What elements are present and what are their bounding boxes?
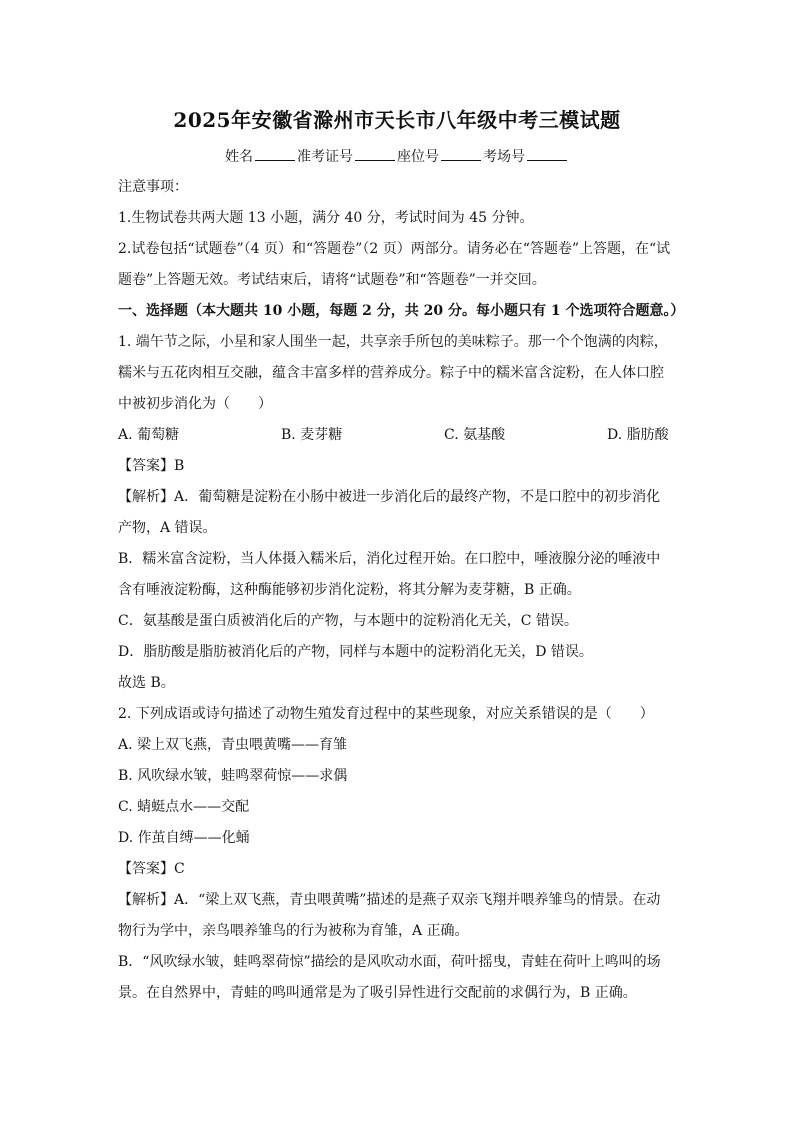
seat-no-blank [441, 148, 481, 161]
question-stem: 1. 端午节之际，小星和家人围坐一起，共享亲手所包的美味粽子。那一个个饱满的肉粽， [118, 334, 668, 350]
notice-item: 题卷”上答题无效。考试结束后，请将“试题卷”和“答题卷”一并交回。 [118, 272, 546, 288]
option-d: D. 脂肪酸 [607, 427, 669, 443]
question-stem: 中被初步消化为（ ） [118, 396, 272, 412]
candidate-info [0, 146, 794, 166]
option-c: C. 氨基酸 [444, 427, 506, 443]
analysis-line: 含有唾液淀粉酶，这种酶能够初步消化淀粉，将其分解为麦芽糖，B 正确。 [118, 582, 581, 598]
question-stem: 糯米与五花肉相互交融，蕴含丰富多样的营养成分。粽子中的糯米富含淀粉，在人体口腔 [118, 365, 664, 381]
analysis-line: B．糯米富含淀粉，当人体摄入糯米后，消化过程开始。在口腔中，唾液腺分泌的唾液中 [118, 551, 661, 567]
name-label: 姓名 [225, 149, 253, 165]
answer-line: 【答案】B [118, 458, 185, 474]
answer-line: 【答案】C [118, 861, 185, 877]
question-options [118, 420, 678, 451]
analysis-line: B．“风吹绿水皱，蛙鸣翠荷惊”描绘的是风吹动水面，荷叶摇曳，青蛙在荷叶上鸣叫的场 [118, 954, 661, 970]
analysis-line: D．脂肪酸是脂肪被消化后的产物，同样与本题中的淀粉消化无关，D 错误。 [118, 644, 593, 660]
analysis-line: 物行为学中，亲鸟喂养雏鸟的行为被称为育雏，A 正确。 [118, 923, 469, 939]
analysis-line: 【解析】A．葡萄糖是淀粉在小肠中被进一步消化后的最终产物，不是口腔中的初步消化 [118, 489, 661, 505]
seat-no-label: 座位号 [397, 149, 439, 165]
name-blank [255, 148, 295, 161]
notice-item: 2.试卷包括“试题卷”（4 页）和“答题卷”（2 页）两部分。请务必在“答题卷”上答题，在“试 [118, 241, 671, 257]
notice-title: 注意事项： [118, 179, 188, 195]
analysis-line: 产物，A 错误。 [118, 520, 217, 536]
analysis-line: C．氨基酸是蛋白质被消化后的产物，与本题中的淀粉消化无关，C 错误。 [118, 613, 578, 629]
section-title: 一、选择题（本大题共 10 小题，每题 2 分，共 20 分。每小题只有 1 个选项符合题意。） [118, 303, 685, 319]
option-b: B. 风吹绿水皱，蛙鸣翠荷惊——求偶 [118, 768, 348, 784]
analysis-line: 景。在自然界中，青蛙的鸣叫通常是为了吸引异性进行交配前的求偶行为，B 正确。 [118, 985, 637, 1001]
option-a: A. 葡萄糖 [118, 427, 180, 443]
notice-item: 1.生物试卷共两大题 13 小题，满分 40 分，考试时间为 45 分钟。 [118, 210, 534, 226]
conclusion-line: 故选 B。 [118, 675, 175, 691]
option-c: C. 蜻蜓点水——交配 [118, 799, 250, 815]
exam-no-blank [355, 148, 395, 161]
analysis-line: 【解析】A．“梁上双飞燕，青虫喂黄嘴”描述的是燕子双亲飞翔并喂养雏鸟的情景。在动 [118, 892, 661, 908]
option-d: D. 作茧自缚——化蛹 [118, 830, 250, 846]
question-stem: 2. 下列成语或诗句描述了动物生殖发育过程中的某些现象，对应关系错误的是（ ） [118, 706, 654, 722]
exam-content [118, 172, 685, 1009]
page-title: 2025年安徽省滁州市天长市八年级中考三模试题 [173, 108, 621, 132]
option-a: A. 梁上双飞燕，青虫喂黄嘴——育雏 [118, 737, 348, 753]
exam-no-label: 准考证号 [297, 149, 353, 165]
room-no-label: 考场号 [483, 149, 525, 165]
option-b: B. 麦芽糖 [281, 427, 343, 443]
room-no-blank [527, 148, 567, 161]
